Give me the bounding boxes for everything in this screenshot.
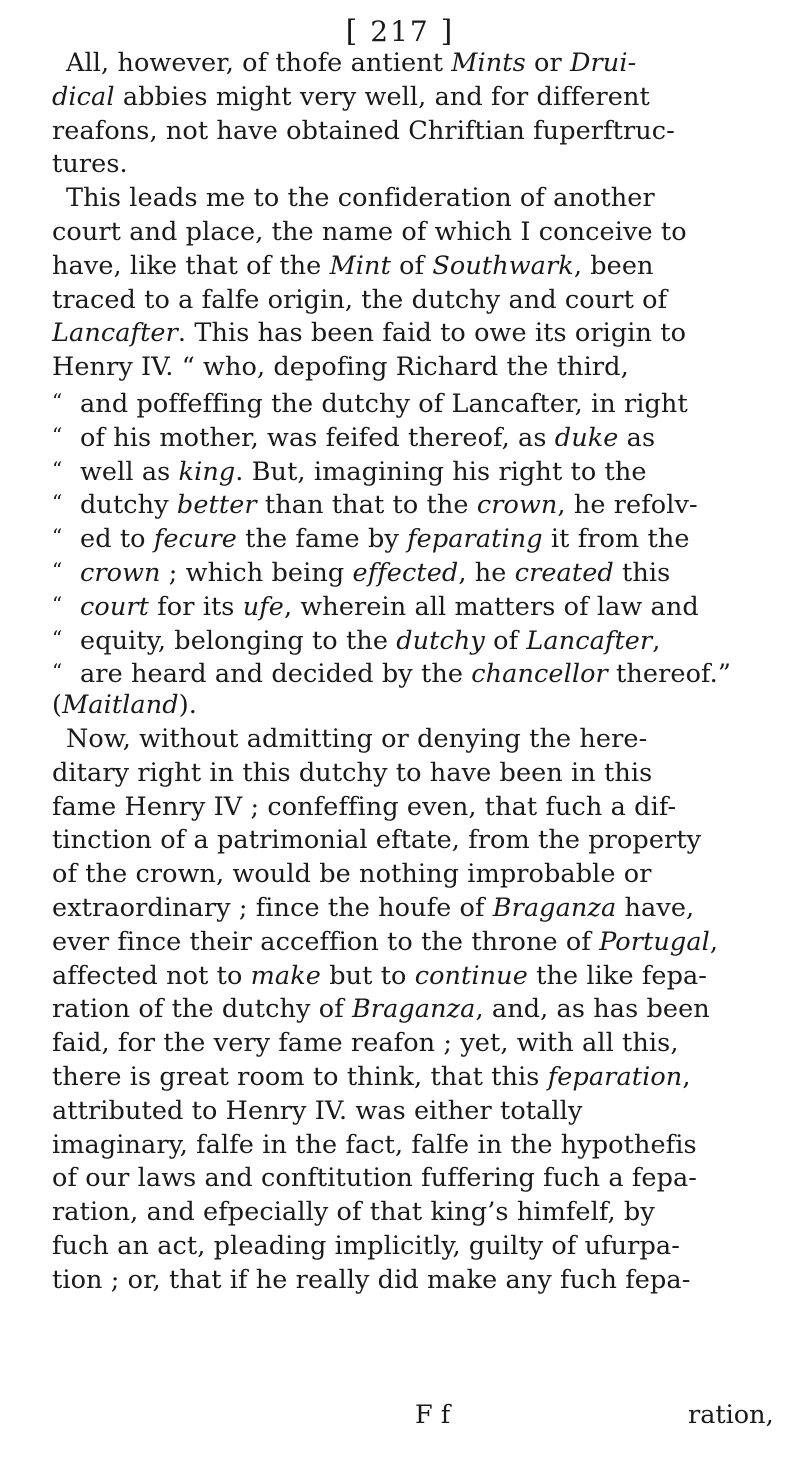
text-line [52, 959, 772, 993]
text-line [52, 384, 772, 421]
text-segment: . But, imagining his right to the [235, 456, 647, 487]
text-segment: equity, belonging to the [80, 625, 397, 656]
quote-mark: “ [52, 524, 63, 549]
right-bracket: ] [440, 14, 455, 49]
text-segment: dutchy [80, 490, 177, 521]
text-line [52, 114, 772, 148]
text-segment: tion ; or, that if he really did make any fuch fepa- [52, 1264, 691, 1295]
text-line [52, 823, 772, 857]
text-line [52, 1128, 772, 1162]
italic-text: Southwark [432, 250, 574, 281]
italic-text: Braganza [492, 893, 617, 923]
text-line [66, 46, 786, 80]
text-line [52, 519, 772, 556]
text-line [52, 452, 772, 489]
text-segment: fame Henry IV ; confeffing even, that fuch a dif- [52, 791, 677, 822]
italic-text: duke [554, 422, 619, 453]
text-line [52, 418, 772, 455]
text-segment: are heard and decided by the [80, 659, 472, 690]
text-line [52, 688, 772, 722]
italic-text: feparation [547, 1062, 683, 1092]
text-segment: , [709, 926, 719, 957]
text-line [52, 925, 772, 959]
text-line [52, 1229, 772, 1263]
text-segment: ( [52, 690, 63, 721]
text-segment: , [652, 625, 661, 656]
quote-mark: “ [52, 558, 63, 582]
text-segment: for its [149, 591, 243, 622]
text-line [52, 147, 772, 181]
left-bracket: [ [345, 14, 360, 49]
text-segment: . This has been faid to owe its origin to [177, 318, 687, 349]
text-segment: of our laws and conftitution fuffering fuch a fepa- [52, 1163, 698, 1194]
text-segment: ration, and efpecially of that king’s himfelf, by [52, 1197, 655, 1228]
text-line [52, 249, 772, 283]
italic-text: court [80, 591, 149, 622]
italic-text: dical [52, 81, 115, 112]
text-line [52, 1026, 772, 1060]
text-line [52, 1094, 772, 1128]
text-segment: All, however, of thofe antient [66, 48, 452, 78]
text-segment: there is great room to think, that this [52, 1062, 548, 1092]
text-segment: , he refolv- [557, 490, 698, 521]
text-segment: and poffeffing the dutchy of Lancafter, in right [80, 389, 688, 419]
text-line [52, 553, 772, 590]
text-segment: the fame by [236, 524, 408, 555]
text-line [52, 790, 772, 824]
text-segment: traced to a falfe origin, the dutchy and court of [52, 284, 668, 315]
text-segment: Now, without admitting or denying the here- [66, 724, 648, 754]
text-line [52, 857, 772, 891]
text-segment: , he [458, 558, 515, 588]
text-line [66, 722, 786, 756]
italic-text: continue [414, 960, 528, 991]
page-number: 217 [370, 15, 430, 48]
text-segment: of his mother, was feifed thereof, as [80, 422, 555, 453]
text-line [52, 992, 772, 1026]
text-segment: faid, for the very fame reafon ; yet, with all this, [52, 1028, 679, 1059]
italic-text: make [250, 960, 321, 991]
italic-text: better [176, 490, 257, 521]
italic-text: crown [476, 490, 558, 521]
signature-mark: F f [415, 1400, 451, 1430]
text-segment: extraordinary ; fince the houfe of [52, 893, 493, 923]
italic-text: feparating [407, 524, 543, 555]
text-segment: thereof.” [607, 659, 732, 690]
text-segment: ever fince their acceffion to the throne of [52, 926, 600, 957]
text-segment: it from the [542, 524, 690, 555]
italic-text: Mints [451, 48, 526, 78]
text-segment: tinction of a patrimonial eftate, from the property [52, 825, 702, 856]
text-segment: as [618, 422, 656, 453]
quote-mark: “ [52, 490, 63, 515]
text-line [52, 621, 772, 658]
text-line [52, 654, 772, 691]
text-line [52, 485, 772, 522]
text-segment: court and place, the name of which I conceive to [52, 217, 687, 247]
text-line [52, 891, 772, 925]
italic-text: Mint [329, 250, 391, 281]
text-segment: ditary right in this dutchy to have been in this [52, 757, 653, 788]
quote-mark: “ [52, 389, 63, 413]
text-segment: ration of the dutchy of [52, 994, 352, 1025]
text-segment: fuch an act, pleading implicitly, guilty of ufurpa- [52, 1231, 680, 1261]
italic-text: Portugal [599, 926, 710, 957]
italic-text: fecure [153, 524, 237, 555]
quote-mark: “ [52, 625, 63, 650]
italic-text: chancellor [471, 659, 608, 690]
text-line [52, 215, 772, 249]
text-segment: Henry IV. “ who, depofing Richard the third, [52, 352, 629, 383]
text-segment: ). [178, 690, 197, 721]
text-line [52, 1263, 772, 1297]
page-header [0, 14, 800, 49]
text-segment: ed to [80, 524, 154, 555]
italic-text: Maitland [62, 690, 179, 721]
text-segment: of [390, 250, 433, 281]
text-segment: , wherein all matters of law and [283, 591, 699, 622]
text-segment: well as [80, 456, 179, 487]
text-segment: have, [616, 893, 695, 923]
text-line [52, 756, 772, 790]
text-segment: This leads me to the confideration of another [66, 183, 655, 214]
italic-text: ufe [242, 591, 284, 622]
text-segment: have, like that of the [52, 250, 330, 281]
quote-mark: “ [52, 591, 63, 616]
italic-text: Braganza [351, 994, 476, 1025]
text-segment: attributed to Henry IV. was either totally [52, 1095, 583, 1126]
text-segment: the like fepa- [527, 960, 708, 991]
text-line [52, 587, 772, 624]
text-segment: abbies might very well, and for different [114, 81, 650, 112]
italic-text: Lancafter [526, 625, 653, 656]
text-segment: imaginary, falfe in the fact, falfe in the hypothefis [52, 1129, 697, 1160]
text-line [52, 80, 772, 114]
text-segment: reafons, not have obtained Chriftian fuperftruc- [52, 115, 675, 146]
quote-mark: “ [52, 422, 63, 447]
text-line [52, 283, 772, 317]
italic-text: dutchy [396, 625, 485, 656]
text-line [52, 1060, 772, 1094]
italic-text: crown [80, 558, 161, 588]
text-segment: , [682, 1062, 691, 1092]
text-line [52, 1161, 772, 1195]
italic-text: king [178, 456, 236, 487]
text-segment: ; which being [160, 558, 353, 588]
text-segment: but to [320, 960, 415, 991]
text-line [52, 1195, 772, 1229]
quote-mark: “ [52, 456, 63, 481]
text-segment: than that to the [256, 490, 477, 521]
text-segment: tures. [52, 149, 128, 180]
text-line [52, 350, 772, 384]
italic-text: created [514, 558, 614, 588]
italic-text: Lancafter [52, 318, 178, 349]
text-line [66, 181, 786, 215]
quote-mark: “ [52, 659, 63, 684]
text-segment: , been [573, 250, 654, 281]
text-segment: of the crown, would be nothing improbable or [52, 859, 652, 890]
italic-text: effected [352, 558, 459, 588]
text-segment: or [525, 48, 570, 78]
text-segment: this [613, 558, 671, 588]
text-segment: affected not to [52, 960, 251, 991]
catchword: ration, [688, 1400, 774, 1430]
text-line [52, 316, 772, 350]
text-segment: of [484, 625, 527, 656]
text-segment: , and, as has been [475, 994, 710, 1025]
italic-text: Drui- [569, 48, 637, 78]
